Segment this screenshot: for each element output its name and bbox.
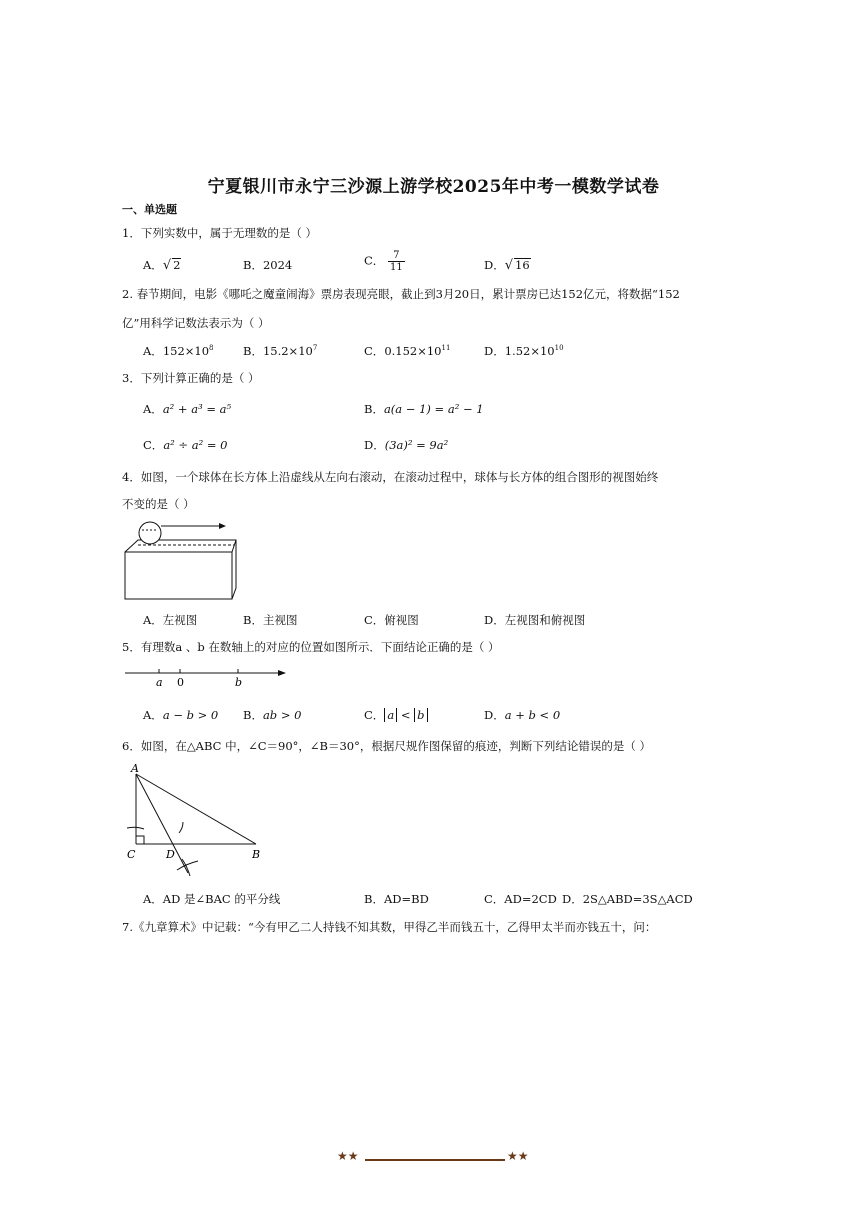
axis-arrow-icon [278, 670, 286, 676]
q2-option-b[interactable]: B．$15.2\times 10^7$ [243, 344, 318, 358]
cuboid-top-side [125, 540, 236, 599]
question-5-stem: 5．有理数a 、b 在数轴上的对应的位置如图所示．下面结论正确的是（ ） [122, 640, 500, 654]
q1-option-c[interactable]: C． $\frac{7}{11}$ [364, 250, 403, 273]
axis-label-b: b [235, 676, 243, 689]
q6-option-d[interactable]: D．2S△ABD=3S△ACD [562, 892, 693, 906]
vertex-a: A [131, 762, 139, 775]
question-6-stem: 6．如图，在△ABC 中，∠C＝90°，∠B＝30°，根据尺规作图保留的痕迹，判断下列结论错误的是（ ） [122, 739, 652, 753]
q5-option-a[interactable]: A．a − b > 0 [143, 708, 219, 722]
vertex-b: B [252, 848, 261, 861]
q3-option-b[interactable]: B．a(a − 1) = a² − 1 [364, 402, 484, 416]
q1-option-a[interactable]: A．√ 2 [143, 258, 181, 273]
q5-option-d[interactable]: D．a + b < 0 [484, 708, 561, 722]
page-footer-ornament [337, 1149, 533, 1168]
axis-label-0: 0 [177, 676, 184, 689]
q2-option-c[interactable]: C．$0.152\times 10^{11}$ [364, 344, 451, 358]
question-4-stem-line2: 不变的是（ ） [122, 497, 195, 511]
question-1-stem: 1．下列实数中，属于无理数的是（ ） [122, 226, 317, 240]
q4-option-a[interactable]: A．左视图 [143, 613, 198, 627]
question-4-stem-line1: 4．如图，一个球体在长方体上沿虚线从左向右滚动，在滚动过程中，球体与长方体的组合图形的视图始终 [122, 470, 659, 484]
footer-divider [365, 1159, 505, 1161]
q6-option-b[interactable]: B．AD=BD [364, 892, 429, 906]
star-icon-right: ★★ [507, 1149, 529, 1163]
section-heading: 一、单选题 [122, 203, 177, 216]
question-2-stem-line2: 亿”用科学记数法表示为（ ） [122, 316, 270, 330]
q6-option-a[interactable]: A．AD 是∠BAC 的平分线 [143, 892, 281, 906]
sphere-on-cuboid-figure [120, 518, 245, 604]
cuboid-front-face [125, 552, 232, 599]
q1-option-b[interactable]: B．2024 [243, 258, 293, 272]
page-title: 宁夏银川市永宁三沙源上游学校2025年中考一模数学试卷 [207, 177, 660, 197]
question-3-stem: 3．下列计算正确的是（ ） [122, 371, 260, 385]
arc-mark-lower-2 [182, 859, 190, 876]
question-2-stem-line1: 2. 春节期间，电影《哪吒之魔童闹海》票房表现亮眼，截止到3月20日，累计票房已达152亿元，将数据“152 [122, 287, 680, 301]
q2-option-d[interactable]: D．$1.52\times 10^{10}$ [484, 344, 564, 358]
q4-option-d[interactable]: D．左视图和俯视图 [484, 613, 586, 627]
question-7-stem: 7.《九章算术》中记载：“今有甲乙二人持钱不知其数，甲得乙半而钱五十，乙得甲太半而亦钱五十，问： [122, 920, 657, 934]
axis-label-a: a [156, 676, 163, 689]
fraction: $\frac{7}{11}$ [389, 250, 403, 273]
q5-option-c[interactable]: C． a < b [364, 707, 428, 723]
vertex-c: C [127, 848, 136, 861]
q3-option-a[interactable]: A．a² + a³ = a⁵ [143, 402, 232, 416]
q4-option-c[interactable]: C．俯视图 [364, 613, 419, 627]
right-angle-mark [136, 836, 144, 844]
q1-option-d[interactable]: D．√ 16 [484, 258, 530, 273]
q6-option-c[interactable]: C．AD=2CD [484, 892, 557, 906]
triangle-abc-figure [122, 760, 272, 882]
q3-option-d[interactable]: D．(3a)² = 9a² [364, 438, 449, 452]
star-icon-left: ★★ [337, 1149, 359, 1163]
direction-arrow-icon [219, 523, 226, 529]
point-d: D [166, 848, 175, 861]
q4-option-b[interactable]: B．主视图 [243, 613, 298, 627]
arc-mark-ab [179, 822, 183, 833]
q3-option-c[interactable]: C．a² ÷ a² = 0 [143, 438, 228, 452]
q5-option-b[interactable]: B．ab > 0 [243, 708, 302, 722]
q2-option-a[interactable]: A．$152\times 10^8$ [143, 344, 214, 358]
number-line-figure [122, 664, 292, 690]
sphere [139, 522, 161, 544]
